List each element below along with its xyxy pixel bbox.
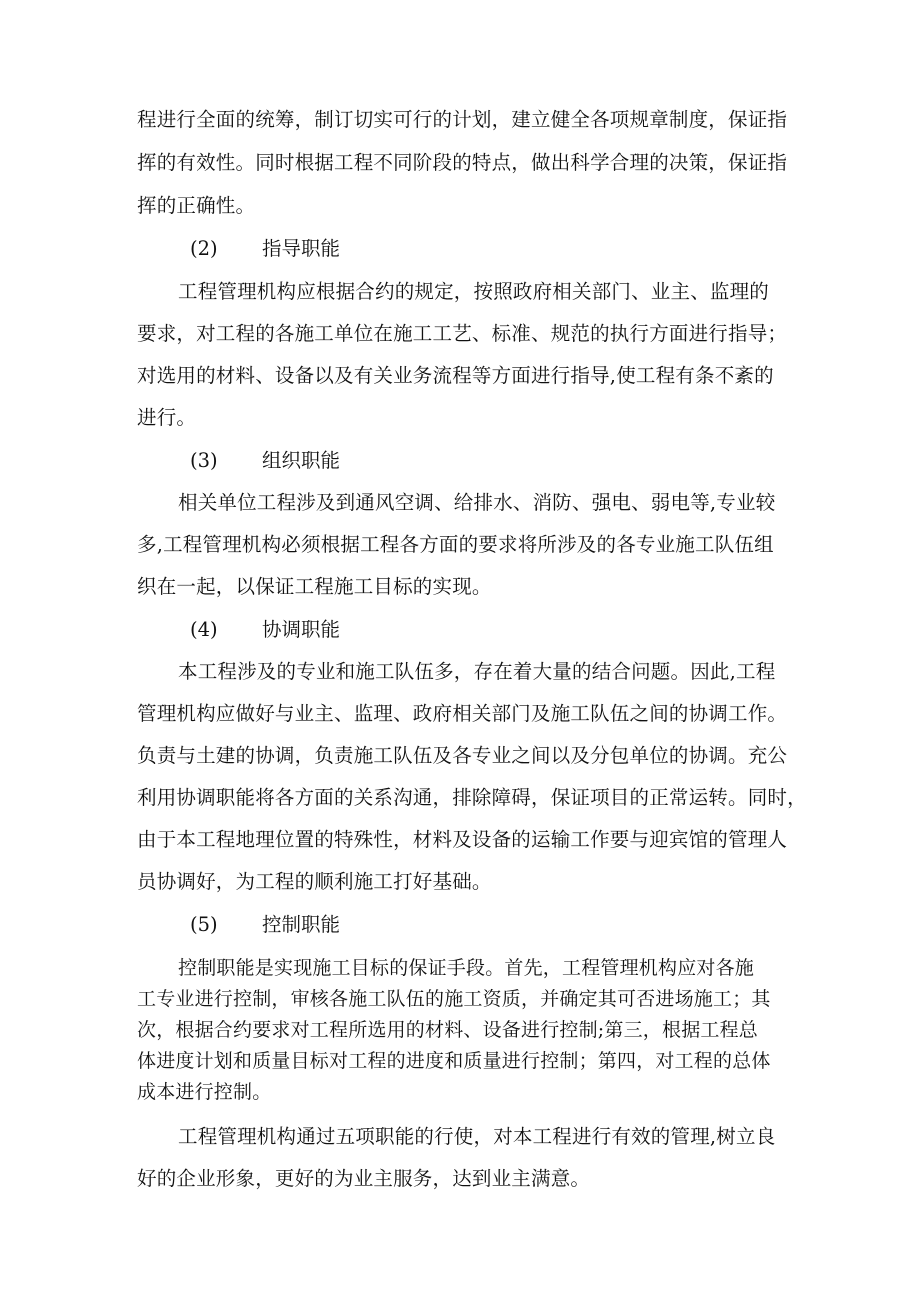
paragraph-line: 成本进行控制。 [137, 1081, 272, 1103]
paragraph-line: 要求，对工程的各施工单位在施工工艺、标准、规范的执行方面进行指导； [137, 322, 788, 345]
paragraph-line: 由于本工程地理位置的特殊性，材料及设备的运输工作要与迎宾馆的管理人 [137, 828, 788, 851]
paragraph-line: 织在一起，以保证工程施工目标的实现。 [137, 575, 492, 598]
paragraph-line: 工程管理机构应根据合约的规定，按照政府相关部门、业主、监理的 [178, 280, 770, 303]
paragraph-line: 次，根据合约要求对工程所选用的材料、设备进行控制;第三，根据工程总 [137, 1019, 759, 1041]
paragraph-line: 进行。 [137, 406, 197, 429]
paragraph-line: 好的企业形象，更好的为业主服务，达到业主满意。 [137, 1167, 591, 1190]
paragraph-line: 管理机构应做好与业主、监理、政府相关部门及施工队伍之间的协调工作。 [137, 702, 788, 725]
section-number: (3) [190, 449, 218, 472]
paragraph-line: 工专业进行控制，审核各施工队伍的施工资质，并确定其可否进场施工；其 [137, 988, 771, 1010]
paragraph-line: 员协调好，为工程的顺利施工打好基础。 [137, 870, 492, 893]
paragraph-line: 本工程涉及的专业和施工队伍多，存在着大量的结合问题。因此,工程 [178, 660, 776, 683]
section-title: 组织职能 [262, 449, 341, 472]
section-number: (5) [190, 913, 218, 936]
paragraph-line: 体进度计划和质量目标对工程的进度和质量进行控制；第四，对工程的总体 [137, 1050, 771, 1072]
section-number: (2) [190, 237, 218, 260]
section-number: (4) [190, 618, 218, 641]
paragraph-line: 控制职能是实现施工目标的保证手段。首先，工程管理机构应对各施 [178, 957, 755, 979]
paragraph-line: 挥的正确性。 [137, 194, 256, 217]
section-title: 控制职能 [262, 913, 341, 936]
paragraph-line: 负责与土建的协调，负责施工队伍及各专业之间以及分包单位的协调。充公 [137, 744, 788, 767]
paragraph-line: 挥的有效性。同时根据工程不同阶段的特点，做出科学合理的决策，保证指 [137, 151, 788, 174]
paragraph-line: 相关单位工程涉及到通风空调、给排水、消防、强电、弱电等,专业较 [178, 491, 776, 514]
paragraph-line: 工程管理机构通过五项职能的行使，对本工程进行有效的管理,树立良 [178, 1125, 776, 1148]
paragraph-line: 多,工程管理机构必须根据工程各方面的要求将所涉及的各专业施工队伍组 [137, 533, 774, 556]
paragraph-line: 对选用的材料、设备以及有关业务流程等方面进行指导,使工程有条不紊的 [137, 364, 774, 387]
paragraph-line: 程进行全面的统筹，制订切实可行的计划，建立健全各项规章制度，保证指 [137, 108, 788, 131]
paragraph-line: 利用协调职能将各方面的关系沟通，排除障碍，保证项目的正常运转。同时， [137, 786, 807, 809]
section-title: 协调职能 [262, 618, 341, 641]
section-title: 指导职能 [262, 237, 341, 260]
